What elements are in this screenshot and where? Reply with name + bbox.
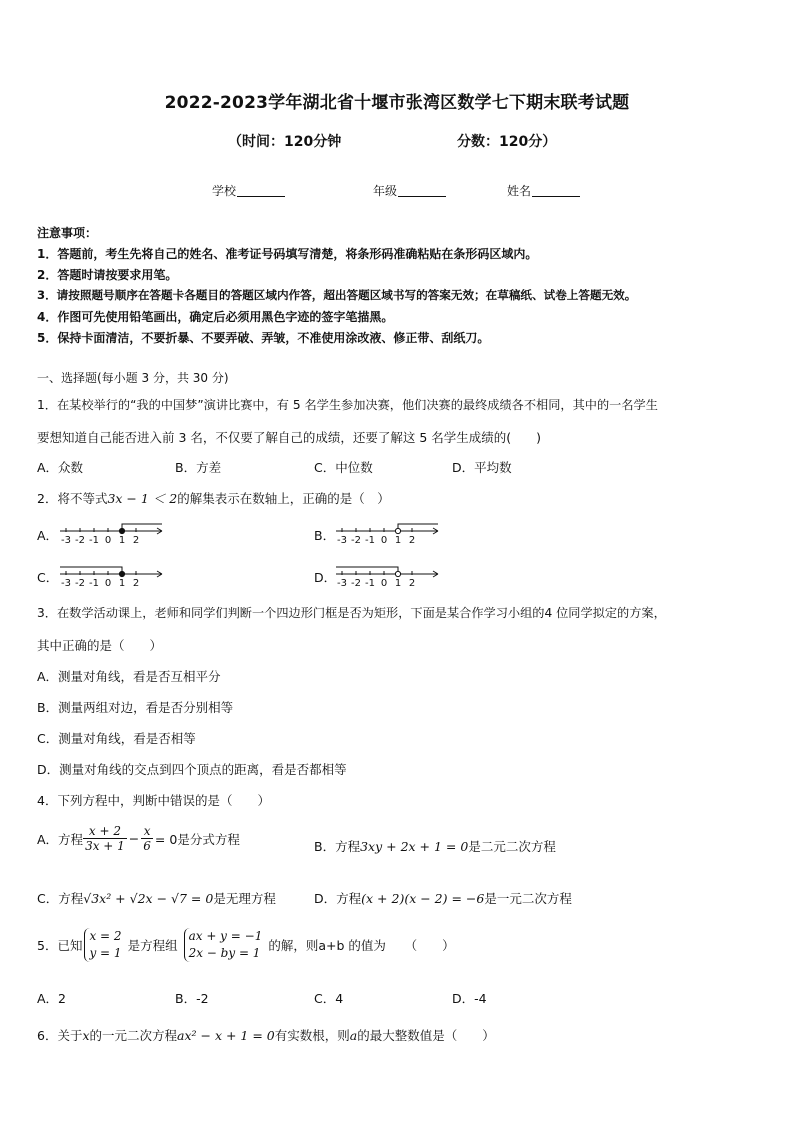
number-line-a	[58, 519, 166, 549]
axis-tick-label: 1	[394, 535, 402, 546]
exam-time: （时间：120分钟	[228, 134, 342, 150]
q3-stem-line1: 3．在数学活动课上，老师和同学们判断一个四边形门框是否为矩形，下面是某合作学习小组的4 位同学拟定的方案，	[37, 606, 666, 620]
notice-item: 2．答题时请按要求用笔。	[37, 268, 178, 282]
section-heading: 一、选择题(每小题 3 分，共 30 分)	[37, 371, 229, 385]
q5-stem	[37, 928, 455, 962]
q4-c-suffix: 是无理方程	[213, 891, 276, 906]
q2-stem-b: 的解集表示在数轴上，正确的是（ ）	[177, 491, 390, 506]
solution-ray	[60, 567, 122, 574]
q6-equation: ax² − x + 1 = 0	[177, 1028, 275, 1043]
q2-label-b: B．	[314, 528, 336, 543]
school-field	[212, 182, 285, 199]
q4-b-suffix: 是二元二次方程	[468, 839, 556, 854]
grade-blank	[398, 184, 446, 197]
q1-stem-line1: 1．在某校举行的“我的中国梦”演讲比赛中，有 5 名学生参加决赛，他们决赛的最终成绩各不相同，其中的一名学生	[37, 398, 658, 412]
notice-heading: 注意事项：	[37, 226, 98, 240]
q4-a-minus: −	[128, 831, 140, 846]
number-line-c	[58, 562, 166, 592]
name-label: 姓名	[507, 184, 532, 198]
q4-a-frac1-den: 3x + 1	[85, 839, 125, 853]
q2-stem	[37, 489, 390, 507]
q4-d-suffix: 是一元二次方程	[484, 891, 572, 906]
q6-middle: 的一元二次方程	[89, 1028, 178, 1043]
q4-b-equation: 3xy + 2x + 1 = 0	[360, 839, 469, 854]
q5-given-system	[84, 928, 121, 962]
q3-stem-line2: 其中正确的是（ ）	[37, 638, 163, 653]
q5-system-eq1: ax + y = −1	[188, 929, 263, 943]
q4-option-c	[37, 889, 276, 907]
grade-label: 年级	[373, 184, 398, 198]
number-line-d	[334, 562, 442, 592]
open-endpoint	[395, 528, 400, 533]
axis-tick-label: -3	[61, 535, 71, 546]
q4-option-a	[37, 824, 240, 853]
axis-tick-label: -3	[337, 578, 347, 589]
q5-given-eq1: x = 2	[89, 929, 122, 943]
q3-option-c: C．测量对角线，看是否相等	[37, 731, 196, 746]
page-title: 2022-2023学年湖北省十堰市张湾区数学七下期末联考试题	[164, 93, 630, 113]
notice-item: 5．保持卡面清洁，不要折暴、不要弄破、弄皱，不准使用涂改液、修正带、刮纸刀。	[37, 331, 490, 345]
q5-equation-system	[184, 928, 263, 962]
axis-tick-label: 0	[380, 535, 388, 546]
axis-tick-label: -2	[351, 535, 361, 546]
q4-a-fraction-1	[83, 824, 127, 853]
axis-tick-label: -2	[75, 578, 85, 589]
q5-middle: 是方程组	[127, 938, 178, 953]
q4-c-prefix: C．方程	[37, 891, 84, 906]
q4-a-frac1-num: x + 2	[83, 824, 127, 839]
q3-option-a: A．测量对角线，看是否互相平分	[37, 669, 221, 684]
grade-field	[373, 182, 446, 199]
q4-stem: 4．下列方程中，判断中错误的是（ ）	[37, 793, 270, 808]
q2-label-d: D．	[314, 570, 337, 585]
axis-tick-label: -1	[365, 578, 375, 589]
q5-suffix: 的解，则a+b 的值为 （ ）	[268, 938, 455, 953]
axis-tick-label: -3	[337, 535, 347, 546]
notice-item: 3．请按照题号顺序在答题卡各题目的答题区域内作答，超出答题区域书写的答案无效；在草稿纸、试卷上答题无效。	[37, 288, 637, 302]
q6-stem	[37, 1026, 495, 1044]
axis-tick-label: 2	[132, 535, 140, 546]
q4-a-prefix: A．方程	[37, 831, 84, 847]
axis-tick-label: -1	[89, 535, 99, 546]
q5-option-b: B．-2	[175, 991, 209, 1006]
closed-endpoint	[119, 571, 124, 576]
q1-option-b: B．方差	[175, 460, 222, 475]
open-endpoint	[395, 571, 400, 576]
axis-tick-label: 0	[104, 578, 112, 589]
q4-d-prefix: D．方程	[314, 891, 362, 906]
solution-ray	[122, 524, 162, 531]
name-blank	[532, 184, 580, 197]
axis-tick-label: 2	[132, 578, 140, 589]
name-field	[507, 182, 580, 199]
axis-tick-label: 2	[408, 535, 416, 546]
q4-option-b	[314, 837, 556, 855]
q1-option-d: D．平均数	[452, 460, 512, 475]
q5-prefix: 5．已知	[37, 938, 83, 953]
axis-tick-label: -1	[365, 535, 375, 546]
axis-tick-label: 0	[104, 535, 112, 546]
q5-option-d: D．-4	[452, 991, 487, 1006]
q6-prefix: 6．关于	[37, 1028, 83, 1043]
axis-tick-label: 2	[408, 578, 416, 589]
axis-tick-label: -2	[75, 535, 85, 546]
solution-ray	[398, 524, 438, 531]
school-blank	[237, 184, 285, 197]
exam-score: 分数：120分）	[457, 134, 557, 150]
q1-stem-line2: 要想知道自己能否进入前 3 名，不仅要了解自己的成绩，还要了解这 5 名学生成绩的( )	[37, 430, 542, 445]
q4-option-d	[314, 889, 572, 907]
q4-c-equation: √3x² + √2x − √7 = 0	[83, 891, 214, 906]
q2-label-c: C．	[37, 570, 59, 585]
axis-tick-label: 1	[394, 578, 402, 589]
axis-tick-label: 1	[118, 535, 126, 546]
q5-option-a: A．2	[37, 991, 67, 1006]
q5-given-eq2: y = 1	[89, 946, 122, 960]
school-label: 学校	[212, 184, 237, 198]
q1-option-a: A．众数	[37, 460, 84, 475]
solution-ray	[336, 567, 398, 574]
axis-tick-label: 1	[118, 578, 126, 589]
q2-label-a: A．	[37, 528, 59, 543]
number-line-b	[334, 519, 442, 549]
q4-a-suffix: = 0是分式方程	[154, 831, 240, 847]
notice-item: 1．答题前，考生先将自己的姓名、准考证号码填写清楚，将条形码准确粘贴在条形码区域内。	[37, 247, 538, 261]
q4-a-frac2-den: 6	[143, 839, 151, 853]
closed-endpoint	[119, 528, 124, 533]
q6-post2: 的最大整数值是（ ）	[357, 1028, 495, 1043]
q4-a-frac2-num: x	[141, 824, 153, 839]
q4-b-prefix: B．方程	[314, 839, 361, 854]
q4-a-fraction-2	[141, 824, 153, 853]
q2-inequality: 3x − 1 ＜ 2	[107, 491, 178, 506]
q6-post1: 有实数根，则	[274, 1028, 350, 1043]
notice-item: 4．作图可先使用铅笔画出，确定后必须用黑色字迹的签字笔描黑。	[37, 310, 394, 324]
q2-stem-a: 2．将不等式	[37, 491, 108, 506]
q4-d-equation: (x + 2)(x − 2) = −6	[361, 891, 485, 906]
axis-tick-label: -2	[351, 578, 361, 589]
q5-option-c: C．4	[314, 991, 344, 1006]
q6-var-x: x	[82, 1028, 90, 1043]
axis-tick-label: 0	[380, 578, 388, 589]
axis-tick-label: -3	[61, 578, 71, 589]
q1-option-c: C．中位数	[314, 460, 373, 475]
q3-option-d: D．测量对角线的交点到四个顶点的距离，看是否都相等	[37, 762, 347, 777]
q5-system-eq2: 2x − by = 1	[188, 946, 261, 960]
axis-tick-label: -1	[89, 578, 99, 589]
q3-option-b: B．测量两组对边，看是否分别相等	[37, 700, 234, 715]
q6-var-a: a	[349, 1028, 358, 1043]
